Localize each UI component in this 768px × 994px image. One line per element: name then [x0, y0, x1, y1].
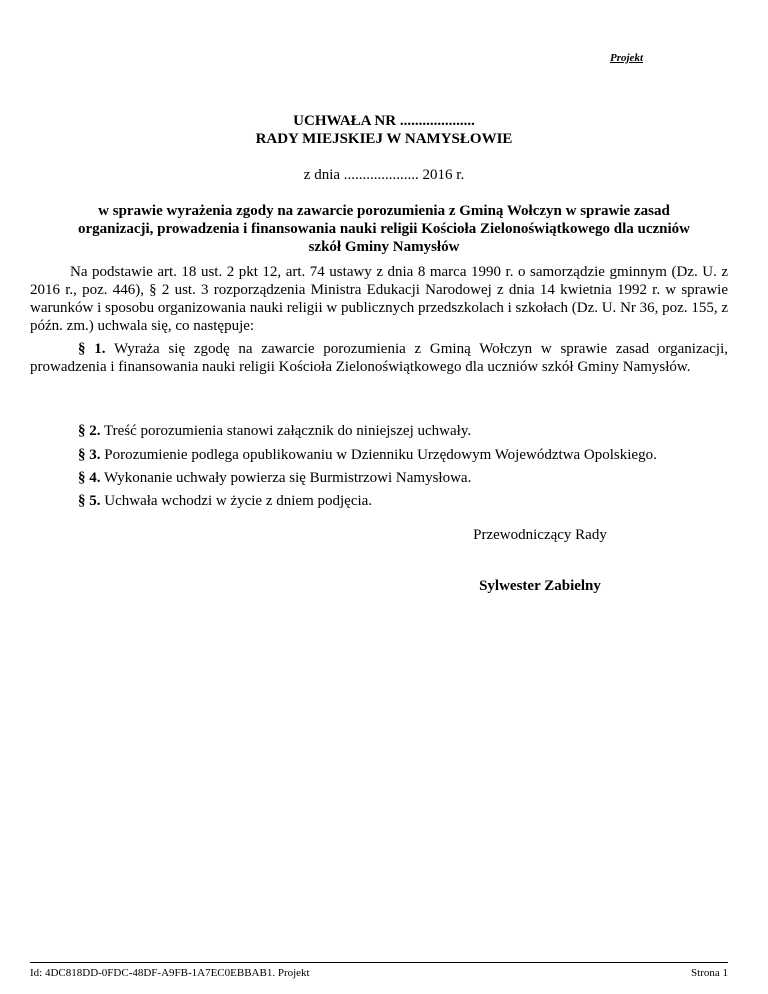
- section-3-label: § 3.: [78, 447, 101, 463]
- council-name: RADY MIEJSKIEJ W NAMYSŁOWIE: [255, 131, 513, 147]
- section-2-text: Treść porozumienia stanowi załącznik do niniejszej uchwały.: [103, 423, 472, 439]
- section-1-text: Wyraża się zgodę na zawarcie porozumienia z Gminą Wołczyn w sprawie zasad organizacji, prowadzenia i finansowania nauki religii Kościoła Zielonoświątkowego dla uczniów szkół Gminy Namysłów.: [30, 341, 728, 375]
- resolution-subject: w sprawie wyrażenia zgody na zawarcie porozumienia z Gminą Wołczyn w sprawie zasad organizacji, prowadzenia i finansowania nauki religii Kościoła Zielonoświątkowego dla uczniów szkół Gminy Namysłów: [78, 203, 690, 255]
- footer-divider: [30, 962, 728, 963]
- section-3-text: Porozumienie podlega opublikowaniu w Dzienniku Urzędowym Województwa Opolskiego.: [104, 447, 657, 463]
- legal-basis-paragraph: Na podstawie art. 18 ust. 2 pkt 12, art. 74 ustawy z dnia 8 marca 1990 r. o samorządzie gminnym (Dz. U. z 2016 r., poz. 446), § 2 ust. 3 rozporządzenia Ministra Edukacji Narodowej z dnia 14 kwietnia 1992 r. w sprawie warunków i sposobu organizowania nauki religii w publicznych przedszkolach i szkołach (Dz. U. Nr 36, poz. 155, z późn. zm.) uchwala się, co następuje:: [30, 264, 728, 334]
- section-1: [30, 340, 728, 376]
- resolution-number: UCHWAŁA NR ....................: [293, 113, 475, 129]
- section-2-label: § 2.: [78, 423, 101, 439]
- section-1-label: § 1.: [78, 341, 106, 357]
- footer-document-id: Id: 4DC818DD-0FDC-48DF-A9FB-1A7EC0EBBAB1. Projekt: [30, 967, 310, 979]
- draft-label: Projekt: [610, 52, 643, 64]
- section-5: [78, 492, 728, 510]
- resolution-date: z dnia .................... 2016 r.: [303, 167, 465, 183]
- footer-page-number: Strona 1: [691, 967, 728, 979]
- section-5-label: § 5.: [78, 493, 101, 509]
- signer-name: Sylwester Zabielny: [479, 578, 601, 594]
- section-4: [78, 469, 728, 487]
- section-2: [78, 422, 728, 440]
- section-3: [78, 446, 728, 464]
- section-4-label: § 4.: [78, 470, 101, 486]
- signer-role: Przewodniczący Rady: [473, 527, 607, 543]
- section-5-text: Uchwała wchodzi w życie z dniem podjęcia.: [104, 493, 373, 509]
- section-4-text: Wykonanie uchwały powierza się Burmistrzowi Namysłowa.: [103, 470, 472, 486]
